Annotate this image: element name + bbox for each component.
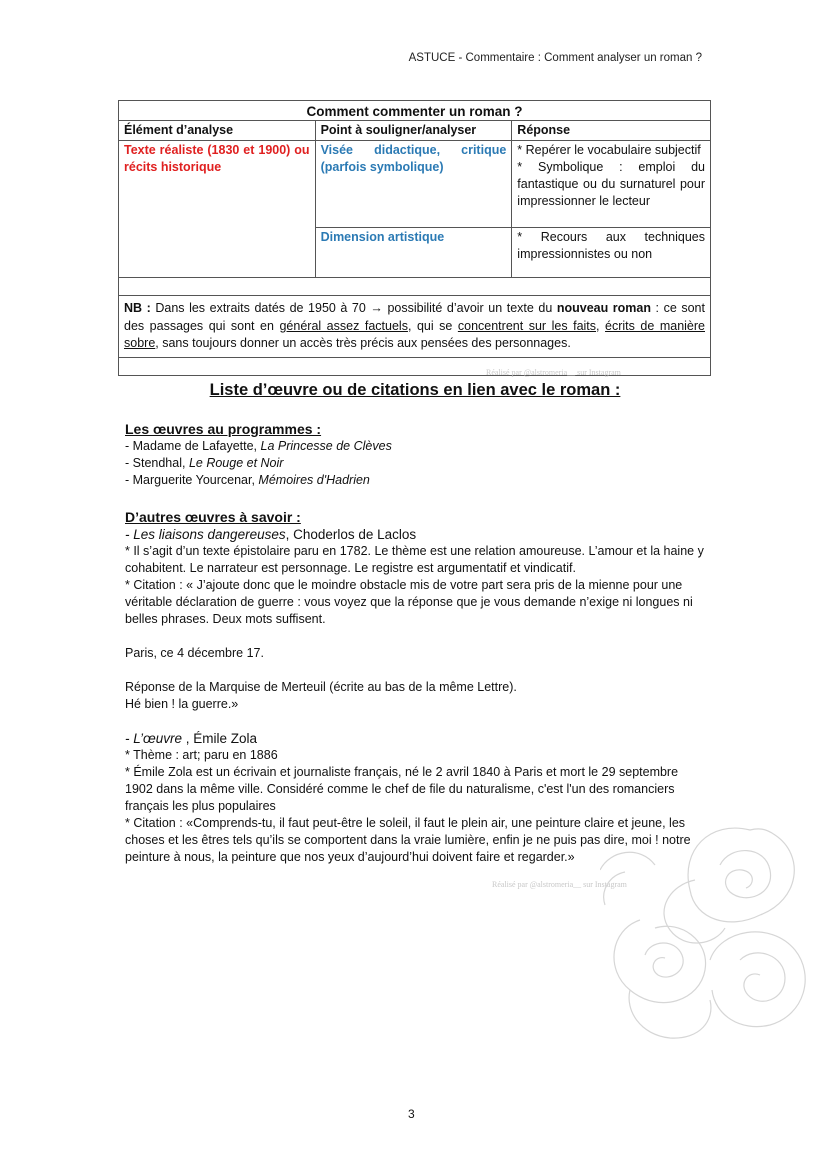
response-cell: * Recours aux techniques impressionnistes ou non [512, 228, 711, 278]
table-title: Comment commenter un roman ? [119, 101, 711, 121]
others-heading: D’autres œuvres à savoir : [125, 509, 301, 525]
quote-reply: Réponse de la Marquise de Merteuil (écrite au bas de la même Lettre). [125, 680, 517, 694]
programme-heading: Les œuvres au programmes : [125, 421, 322, 437]
analysis-table [118, 100, 711, 376]
page-header: ASTUCE - Commentaire : Comment analyser un roman ? [408, 52, 702, 64]
response-cell [512, 141, 711, 228]
page-number: 3 [408, 1107, 415, 1121]
list-item: - Stendhal, Le Rouge et Noir [125, 456, 284, 470]
work-description: * Il s’agit d’un texte épistolaire paru en 1782. Le thème est une relation amoureuse. L’amour et la haine y cohabitent. Le narrateur est personnage. Le registre est argumentatif et vindicatif. [125, 544, 704, 575]
watermark: Réalisé par @alstromeria__ sur Instagram [492, 880, 627, 889]
main-content [125, 382, 705, 866]
column-header: Point à souligner/analyser [315, 121, 512, 141]
point-cell: Dimension artistique [315, 228, 512, 278]
response-line: * Symbolique : emploi du fantastique ou du surnaturel pour impressionner le lecteur [517, 160, 705, 208]
work-theme: * Thème : art; paru en 1886 [125, 748, 278, 762]
column-header: Élément d’analyse [119, 121, 316, 141]
work-title: - L’œuvre , Émile Zola [125, 731, 258, 746]
nb-note: NB : Dans les extraits datés de 1950 à 70 → possibilité d’avoir un texte du nouveau roman : ce sont des passages qui sont en général assez factuels, qui se concentrent sur les faits, écrits de manière sobre, sans toujours donner un accès très précis aux pensées des personnages. [119, 296, 711, 358]
response-line: * Repérer le vocabulaire subjectif [517, 143, 701, 157]
point-cell: Visée didactique, critique (parfois symbolique) [315, 141, 512, 228]
column-header: Réponse [512, 121, 711, 141]
work-quote: * Citation : «Comprends-tu, il faut peut-être le soleil, il faut le plein air, une peinture claire et jeune, les choses et les êtres tels qu’ils se comportent dans la vraie lumière, enfin je ne puis pas dire, moi ! notre peinture à nous, la peinture que nos yeux d’aujourd’hui doivent faire et regarder.» [125, 816, 691, 864]
work-quote: * Citation : « J’ajoute donc que le moindre obstacle mis de votre part sera pris de la mienne pour une véritable déclaration de guerre : vous voyez que la réponse que je vous demande n’exige ni longues ni belles phrases. Deux mots suffisent. [125, 578, 693, 626]
empty-row [119, 278, 711, 296]
list-item: - Marguerite Yourcenar, Mémoires d'Hadrien [125, 473, 370, 487]
list-item: - Madame de Lafayette, La Princesse de Clèves [125, 439, 392, 453]
element-cell: Texte réaliste (1830 et 1900) ou récits historique [119, 141, 316, 278]
section-title: Liste d’œuvre ou de citations en lien avec le roman : [209, 381, 621, 399]
quote-date: Paris, ce 4 décembre 17. [125, 646, 264, 660]
watermark: Réalisé par @alstromeria__ sur Instagram [486, 368, 621, 377]
work-description: * Émile Zola est un écrivain et journaliste français, né le 2 avril 1840 à Paris et mort le 29 septembre 1902 dans la même ville. Considéré comme le chef de file du naturalisme, c'est l'un des romanciers français les plus populaires [125, 765, 679, 813]
quote-reply: Hé bien ! la guerre.» [125, 697, 239, 711]
work-title: - Les liaisons dangereuses, Choderlos de Laclos [125, 527, 417, 542]
empty-row [119, 357, 711, 375]
rose-illustration [600, 810, 820, 1050]
